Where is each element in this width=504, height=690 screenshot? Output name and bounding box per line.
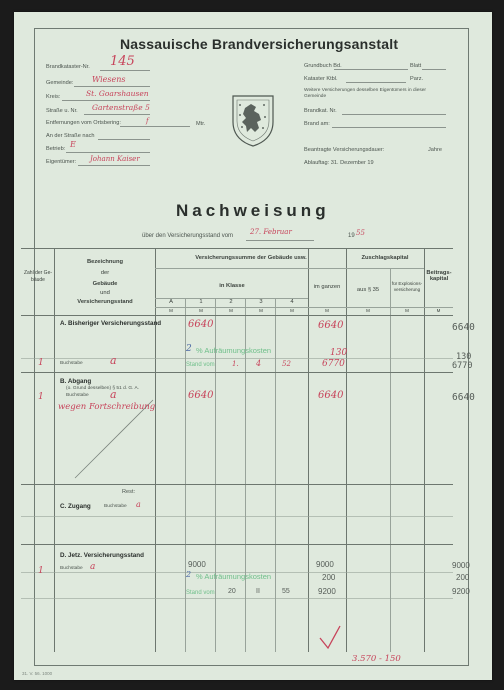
coat-of-arms-emblem — [229, 92, 277, 148]
subtitle-year-prefix: 19 — [348, 233, 355, 239]
field-label-kataster: Kataster Ktbl. — [304, 76, 338, 82]
field-value-strasse: Gartenstraße 5 — [92, 103, 150, 112]
document-title: Nachweisung — [176, 201, 330, 220]
klasse-4-header: 4 — [290, 299, 294, 305]
unit-4: M — [290, 308, 294, 313]
klasse-2-header: 2 — [229, 299, 233, 305]
aufraeumung-pct-a: 2 — [186, 344, 192, 354]
field-label-jahre: Jahre — [428, 147, 442, 153]
section-b-title: B. Abgang — [60, 378, 92, 385]
section-d-buchstabe: a — [90, 562, 96, 572]
field-value-betrieb: E — [70, 140, 76, 149]
klasse-1-header: 1 — [199, 299, 203, 305]
section-b-beitrag: 6640 — [452, 392, 475, 403]
col-header-in-klasse: in Klasse — [219, 283, 245, 289]
unit-3: M — [259, 308, 263, 313]
aufraeumung-label-a: % Aufräumungskosten — [196, 346, 272, 355]
section-b-sub: (o. Grund desselben) § 51 d. G. A. — [66, 386, 140, 391]
unit-a: M — [169, 308, 173, 313]
field-value-entfernung: f — [146, 117, 149, 125]
field-label-ablauftag: Ablauftag: 31. Dezember 19 — [304, 160, 374, 166]
section-b-count: 1 — [38, 392, 44, 402]
section-d-klasse1: 9000 — [188, 560, 206, 569]
bottom-note: 3.570 - 150 — [352, 654, 401, 664]
subtitle-date: 27. Februar — [250, 228, 292, 236]
field-value-eigentuemer: Johann Kaiser — [90, 155, 140, 163]
institution-title: Nassauische Brandversicherungsanstalt — [120, 36, 399, 52]
stand-a-day: 1. — [232, 360, 239, 368]
field-label-gemeinde: Gemeinde: — [46, 80, 74, 86]
section-b-buchstabe-label: Buchstabe — [66, 393, 89, 398]
section-b-buchstabe: a — [110, 388, 117, 401]
col-header-beitrag: Beitrags- kapital — [426, 270, 452, 282]
stand-a-year: 52 — [282, 360, 291, 368]
unit-aus35: M — [366, 308, 370, 313]
unit-ganzen: M — [325, 308, 329, 313]
section-d-buchstabe-label: Buchstabe — [60, 566, 83, 571]
section-a-auf-ganzen: 130 — [330, 348, 348, 358]
section-d-title: D. Jetz. Versicherungsstand — [60, 552, 144, 559]
field-suffix-mtr: Mtr. — [196, 121, 206, 127]
field-label-dauer: Beantragte Versicherungsdauer: — [304, 147, 385, 153]
klasse-3-header: 3 — [259, 299, 263, 305]
section-b-ganzen: 6640 — [318, 390, 344, 401]
field-label-brandkataster: Brandkataster-Nr. — [46, 64, 90, 70]
col-header-aus35: aus § 35 — [356, 287, 380, 293]
section-a-ganzen: 6640 — [318, 320, 344, 331]
section-a-auf-beitrag: 130 — [456, 352, 472, 362]
unit-2: M — [229, 308, 233, 313]
field-label-brandkat-nr: Brandkat. Nr. — [304, 108, 337, 114]
field-label-strasse: Straße u. Nr. — [46, 108, 78, 114]
col-header-explosion: für Explosions- versicherung — [391, 281, 423, 292]
stand-d-month: II — [256, 588, 260, 595]
section-d-total-ganzen: 9200 — [318, 587, 336, 596]
field-label-eigentuemer: Eigentümer: — [46, 159, 77, 165]
field-value-brandkataster: 145 — [110, 54, 135, 69]
subtitle-prefix: über den Versicherungsstand vom — [142, 233, 234, 239]
unit-explosion: M — [405, 308, 409, 313]
field-label-entfernung: Entfernungen vom Ortsbering: — [46, 120, 121, 126]
col-header-im-ganzen: im ganzen — [313, 284, 341, 290]
section-a-klasse1: 6640 — [188, 319, 214, 330]
section-d-auf-beitrag: 200 — [456, 573, 470, 582]
field-label-strasse-nach: An der Straße nach — [46, 133, 95, 139]
klasse-a-header: A — [169, 299, 173, 305]
field-value-kreis: St. Goarshausen — [86, 89, 149, 98]
field-label-blatt: Blatt — [410, 63, 422, 69]
section-d-auf-ganzen: 200 — [322, 573, 336, 582]
stand-d-day: 20 — [228, 588, 236, 595]
section-b-klasse1: 6640 — [188, 390, 214, 401]
col-header-zahl: Zahl der Ge- bäude — [23, 270, 53, 283]
stand-label-d: Stand vom — [186, 590, 215, 596]
stand-label-a: Stand vom — [186, 362, 215, 368]
field-label-brand-am: Brand am: — [304, 121, 330, 127]
field-label-weitere: Weitere Versicherungen desselben Eigentümers in dieser Gemeinde — [304, 88, 427, 99]
section-d-beitrag: 9000 — [452, 561, 470, 570]
stand-d-year: 55 — [282, 588, 290, 595]
section-c-title: C. Zugang — [60, 503, 91, 510]
section-b-rest: Rest: — [122, 489, 136, 495]
field-label-kreis: Kreis: — [46, 94, 61, 100]
section-d-total-beitrag: 9200 — [452, 587, 470, 596]
col-header-gebaeude: Gebäude — [92, 281, 118, 287]
subtitle-year: 55 — [356, 229, 365, 237]
field-label-parz: Parz. — [410, 76, 424, 82]
section-c-buchstabe: a — [136, 500, 141, 509]
unit-beitrag: M — [436, 308, 441, 313]
aufraeumung-label-d: % Aufräumungskosten — [196, 572, 272, 581]
col-header-bezeichnung: Bezeichnung — [86, 259, 124, 265]
col-header-zuschlag: Zuschlagskapital — [361, 255, 409, 261]
section-a-total-beitrag: 6770 — [452, 361, 473, 371]
field-label-grundbuch: Grundbuch Bd. — [304, 63, 342, 69]
aufraeumung-pct-d: 2 — [186, 570, 192, 579]
section-a-total-ganzen: 6770 — [322, 359, 345, 369]
col-header-und: und — [100, 290, 110, 296]
section-c-buchstabe-label: Buchstabe — [104, 504, 127, 509]
field-label-betrieb: Betrieb: — [46, 146, 66, 152]
col-header-versicherungsstand: Versicherungsstand — [77, 299, 133, 305]
col-header-summe: Versicherungssumme der Gebäude usw. — [195, 255, 307, 261]
section-a-buchstabe-label: Buchstabe — [60, 361, 83, 366]
section-b-reason: wegen Fortschreibung — [58, 402, 156, 412]
footer-code: 31. V. 56. 1000 — [22, 671, 53, 676]
section-a-count: 1 — [38, 358, 44, 368]
section-a-beitrag: 6640 — [452, 322, 475, 333]
section-d-count: 1 — [38, 566, 44, 576]
field-value-gemeinde: Wiesens — [92, 75, 126, 84]
stand-a-month: 4 — [256, 359, 262, 368]
col-header-der: der — [100, 270, 110, 276]
section-a-buchstabe: a — [110, 354, 117, 367]
check-mark-icon — [318, 624, 342, 650]
section-a-title: A. Bisheriger Versicherungsstand — [60, 320, 162, 327]
unit-1: M — [199, 308, 203, 313]
section-d-ganzen: 9000 — [316, 560, 334, 569]
